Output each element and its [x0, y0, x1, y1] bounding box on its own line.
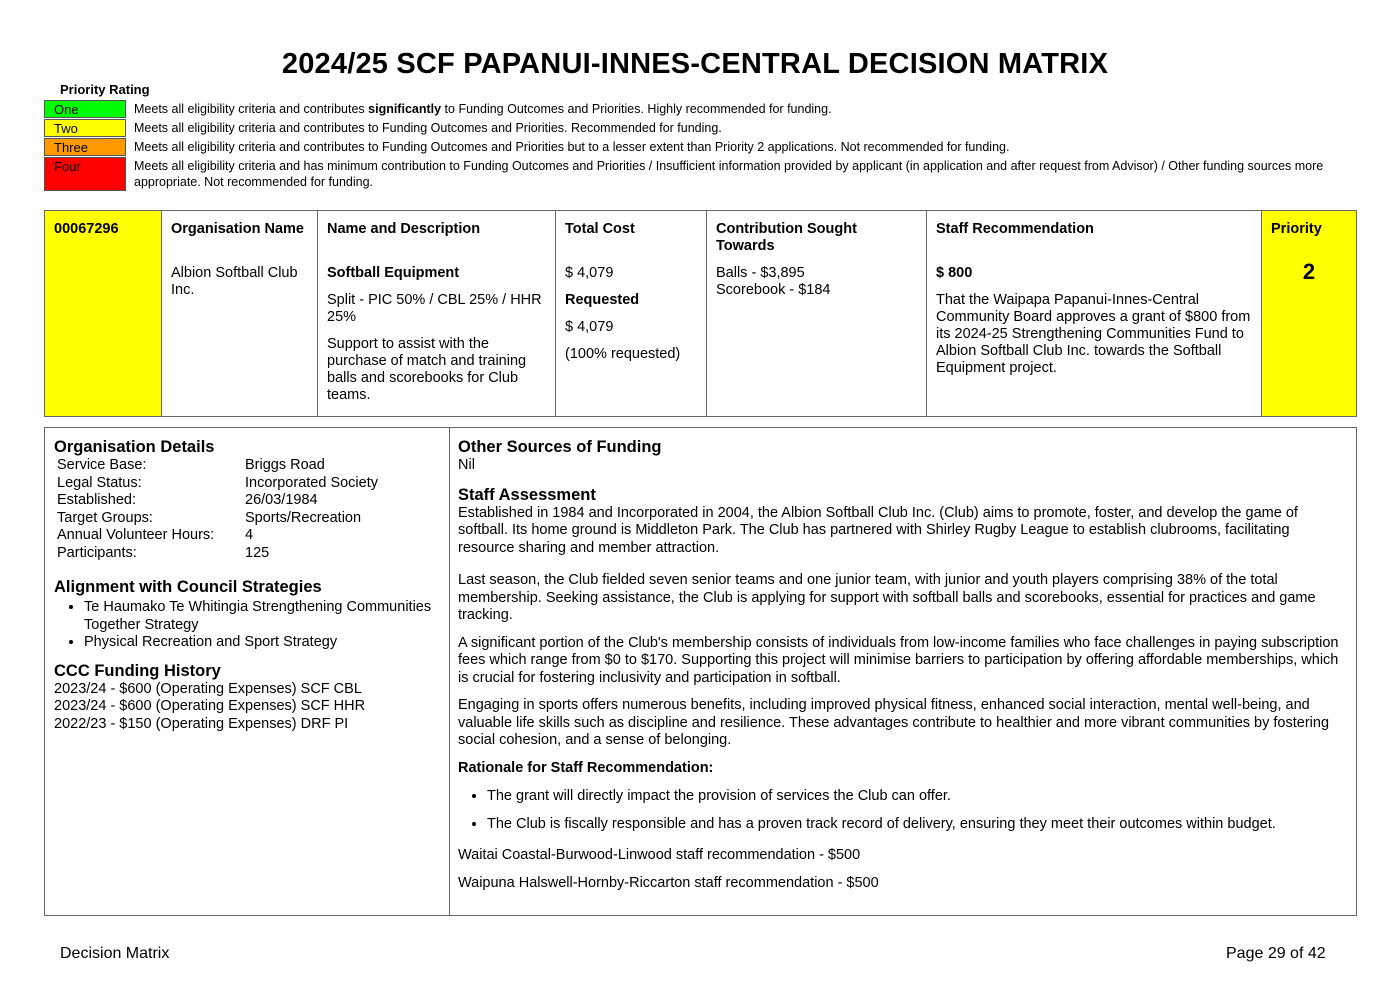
name-description-cell: [318, 211, 556, 416]
name-description-header: Name and Description: [327, 221, 481, 237]
other-board-recommendation: Waitai Coastal-Burwood-Linwood staff recommendation - $500: [458, 847, 861, 863]
decision-matrix-row: [44, 210, 1357, 417]
detail-value: Sports/Recreation: [245, 509, 362, 526]
detail-key: Legal Status:: [57, 474, 142, 491]
detail-key: Annual Volunteer Hours:: [57, 527, 215, 543]
priority-swatch-three: Three: [44, 138, 126, 156]
detail-key: Service Base:: [57, 457, 147, 473]
contribution-header: Contribution Sought Towards: [716, 221, 857, 254]
priority-desc-four: Meets all eligibility criteria and has minimum contribution to Funding Outcomes and Priorities / Insufficient information provided by applicant (in application and after request from Advisor) / Other funding sources more appropriate. Not recommended for funding.: [134, 159, 1324, 189]
contribution-item: Scorebook - $184: [716, 282, 831, 298]
rationale-list: [458, 788, 1348, 833]
priority-cell: [1262, 211, 1356, 416]
detail-row: [54, 545, 440, 563]
funding-history-item: 2023/24 - $600 (Operating Expenses) SCF HHR: [54, 698, 366, 714]
total-cost-header: Total Cost: [565, 221, 635, 237]
funding-history-item: 2023/24 - $600 (Operating Expenses) SCF CBL: [54, 680, 362, 697]
other-funding-heading: Other Sources of Funding: [458, 438, 662, 456]
detail-key: Participants:: [57, 544, 137, 561]
priority-level-one: [44, 100, 1374, 118]
detail-row: [54, 457, 440, 475]
detail-row: [54, 475, 440, 493]
alignment-heading: Alignment with Council Strategies: [54, 578, 322, 596]
assessment-paragraph: A significant portion of the Club's membership consists of individuals from low-income families who face challenges in paying subscription fees which range from $0 to $170. Supporting this project will minimise barriers to participation by offering affordable memberships, which is crucial for fostering inclusivity and participation in softball.: [458, 634, 1339, 686]
assessment-panel: [450, 428, 1356, 915]
priority-level-four: [44, 157, 1374, 191]
total-cost-value: $ 4,079: [565, 265, 614, 281]
alignment-item: • Physical Recreation and Sport Strategy: [84, 634, 440, 652]
detail-key: Target Groups:: [57, 509, 153, 526]
priority-level-two: [44, 119, 1374, 137]
staff-rec-header: Staff Recommendation: [936, 221, 1094, 237]
detail-key: Established:: [57, 492, 136, 508]
total-cost-cell: [556, 211, 707, 416]
rationale-item: • The grant will directly impact the provision of services the Club can offer.: [487, 788, 1348, 806]
priority-value: 2: [1302, 259, 1316, 284]
organisation-details-panel: [45, 428, 450, 915]
assessment-paragraph: Engaging in sports offers numerous benefits, including improved physical fitness, enhanced social interaction, mental well-being, and valuable life skills such as discipline and resilience. These advantages contribute to healthier and more vibrant communities by fostering social cohesion, and a sense of belonging.: [458, 697, 1330, 748]
staff-rec-amount: $ 800: [936, 265, 973, 281]
requested-percent: (100% requested): [565, 346, 681, 362]
alignment-item: • Te Haumako Te Whitingia Strengthening Communities Together Strategy: [84, 599, 440, 634]
alignment-list: [54, 599, 440, 652]
staff-recommendation-cell: [927, 211, 1262, 416]
staff-assessment-heading: Staff Assessment: [458, 485, 596, 504]
rationale-heading: Rationale for Staff Recommendation:: [458, 759, 714, 776]
project-description: Support to assist with the purchase of match and training balls and scorebooks for Club teams.: [327, 336, 527, 403]
priority-desc-one: Meets all eligibility criteria and contributes significantly to Funding Outcomes and Priorities. Highly recommended for funding.: [134, 102, 832, 116]
priority-desc-three: Meets all eligibility criteria and contributes to Funding Outcomes and Priorities but to a lesser extent than Priority 2 applications. Not recommended for funding.: [134, 140, 1010, 154]
funding-split: Split - PIC 50% / CBL 25% / HHR 25%: [327, 292, 542, 325]
funding-history-heading: CCC Funding History: [54, 661, 221, 680]
requested-value: $ 4,079: [565, 319, 614, 335]
footer-page-number: Page 29 of 42: [1226, 945, 1326, 962]
detail-value: Briggs Road: [245, 457, 325, 473]
priority-swatch-four: Four: [44, 157, 126, 191]
contribution-item: Balls - $3,895: [716, 265, 805, 281]
detail-value: 125: [245, 544, 270, 561]
other-board-recommendation: Waipuna Halswell-Hornby-Riccarton staff recommendation - $500: [458, 874, 879, 891]
org-details-heading: Organisation Details: [54, 438, 215, 456]
funding-history-item: 2022/23 - $150 (Operating Expenses) DRF PI: [54, 715, 349, 732]
detail-value: Incorporated Society: [245, 474, 378, 491]
org-name-header: Organisation Name: [171, 221, 304, 237]
detail-row: [54, 510, 440, 528]
organisation-cell: [162, 211, 318, 416]
rationale-item: • The Club is fiscally responsible and has a proven track record of delivery, ensuring they meet their outcomes within budget.: [487, 816, 1348, 834]
priority-header: Priority: [1271, 221, 1322, 237]
detail-value: 26/03/1984: [245, 492, 318, 508]
other-funding-value: Nil: [458, 457, 475, 473]
priority-rating-label: Priority Rating: [60, 82, 150, 97]
org-name: Albion Softball Club Inc.: [171, 265, 298, 298]
priority-swatch-two: Two: [44, 119, 126, 137]
priority-swatch-one: One: [44, 100, 126, 118]
priority-level-three: [44, 138, 1374, 156]
assessment-paragraph: Last season, the Club fielded seven senior teams and one junior team, with junior and youth players comprising 38% of the total membership. Seeking assistance, the Club is applying for support with softball balls and scorebooks, essential for practices and game tracking.: [458, 572, 1316, 623]
application-id: 00067296: [54, 221, 119, 237]
application-id-cell: [45, 211, 162, 416]
page-title: 2024/25 SCF PAPANUI-INNES-CENTRAL DECISION MATRIX: [281, 48, 1109, 80]
detail-value: 4: [245, 527, 254, 543]
assessment-paragraph: Established in 1984 and Incorporated in 2004, the Albion Softball Club Inc. (Club) aims to promote, foster, and develop the game of softball. Its home ground is Middleton Park. The Club has partnered with Shirley Rugby League to establish clubrooms, facilitating resource sharing and member attraction.: [458, 504, 1298, 556]
staff-rec-text: That the Waipapa Papanui-Innes-Central Community Board approves a grant of $800 from its 2024-25 Strengthening Communities Fund to Albion Softball Club Inc. towards the Softball Equipment project.: [936, 292, 1251, 376]
detail-row: [54, 492, 440, 510]
project-name: Softball Equipment: [327, 265, 460, 281]
footer-document-name: Decision Matrix: [60, 945, 170, 962]
detail-row: [54, 527, 440, 545]
details-section: [44, 427, 1357, 916]
requested-label: Requested: [565, 292, 640, 308]
contribution-cell: [707, 211, 927, 416]
priority-desc-two: Meets all eligibility criteria and contributes to Funding Outcomes and Priorities. Recommended for funding.: [134, 121, 722, 135]
